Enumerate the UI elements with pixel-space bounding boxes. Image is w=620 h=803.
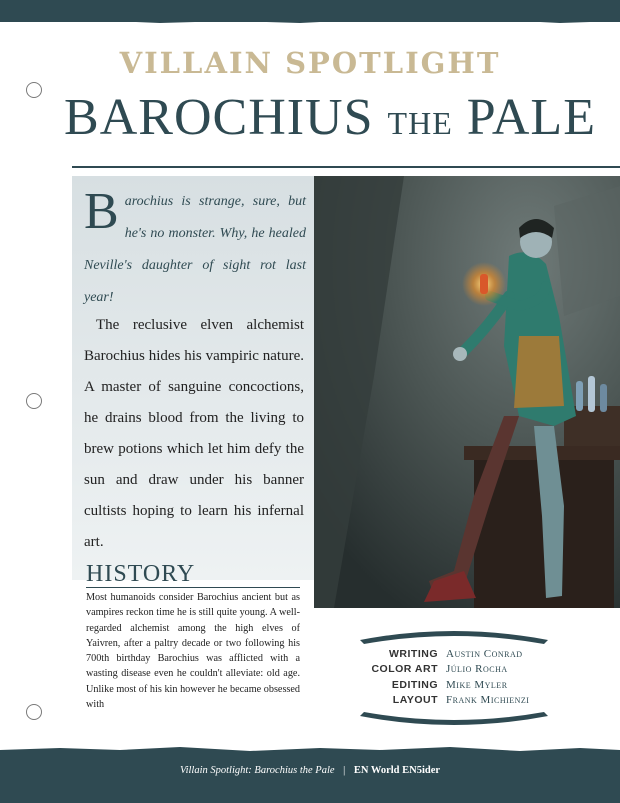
credits-block [356, 646, 586, 708]
credit-row-editing [356, 677, 586, 693]
flavor-quote [84, 183, 306, 314]
credit-name: Júlio Rocha [446, 663, 508, 676]
history-rule [86, 587, 300, 588]
section-kicker: VILLAIN SPOTLIGHT [119, 46, 501, 80]
page-title [0, 88, 620, 147]
credit-name: Mike Myler [446, 678, 508, 691]
credit-row-color-art [356, 662, 586, 678]
bottom-border-band [0, 752, 620, 803]
title-rule [72, 166, 620, 168]
credit-role: EDITING [391, 678, 438, 691]
binder-hole-middle [26, 393, 42, 409]
credit-role: LAYOUT [392, 694, 438, 707]
title-part-2: THE [387, 105, 453, 141]
title-part-3: PALE [466, 89, 596, 146]
credit-row-layout [356, 693, 586, 709]
alchemist-art-icon [314, 176, 620, 608]
credit-name: Frank Michienzi [446, 694, 530, 707]
drop-cap: B [84, 183, 119, 240]
credit-row-writing [356, 646, 586, 662]
binder-hole-bottom [26, 704, 42, 720]
credit-name: Austin Conrad [446, 647, 523, 660]
intro-paragraph: The reclusive elven alchemist Barochius hides his vampiric nature. A master of sanguine concoctions, he drains blood from the living to brew potions which let him defy the sun and draw under his banner cultists hoping to learn his infernal art. [84, 317, 304, 550]
history-heading: HISTORY [86, 561, 196, 587]
footer-publication: Villain Spotlight: Barochius the Pale [179, 765, 335, 776]
credit-role: COLOR ART [371, 663, 438, 676]
footer-brand: EN World EN5ider [353, 765, 441, 776]
history-paragraph: Most humanoids consider Barochius ancient but as vampires reckon time he is still quite young. A well-regarded alchemist among the high elves of Yaivren, after a paltry decade or two following his 700th birthday Barochius was afflicted with a wasting disease even he couldn't alleviate: old age. Unlike most of his kin however he became obsessed with [86, 592, 300, 711]
credit-role: WRITING [389, 647, 438, 660]
footer-separator: | [343, 765, 346, 776]
villain-illustration [314, 176, 620, 608]
title-part-1: BAROCHIUS [64, 89, 374, 146]
page-footer [0, 765, 620, 776]
intro-sidebar [72, 176, 314, 580]
top-border-torn-edge [0, 18, 620, 26]
flavor-quote-text: arochius is strange, sure, but he's no monster. Why, he healed Neville's daughter of sight rot last year! [84, 194, 306, 305]
